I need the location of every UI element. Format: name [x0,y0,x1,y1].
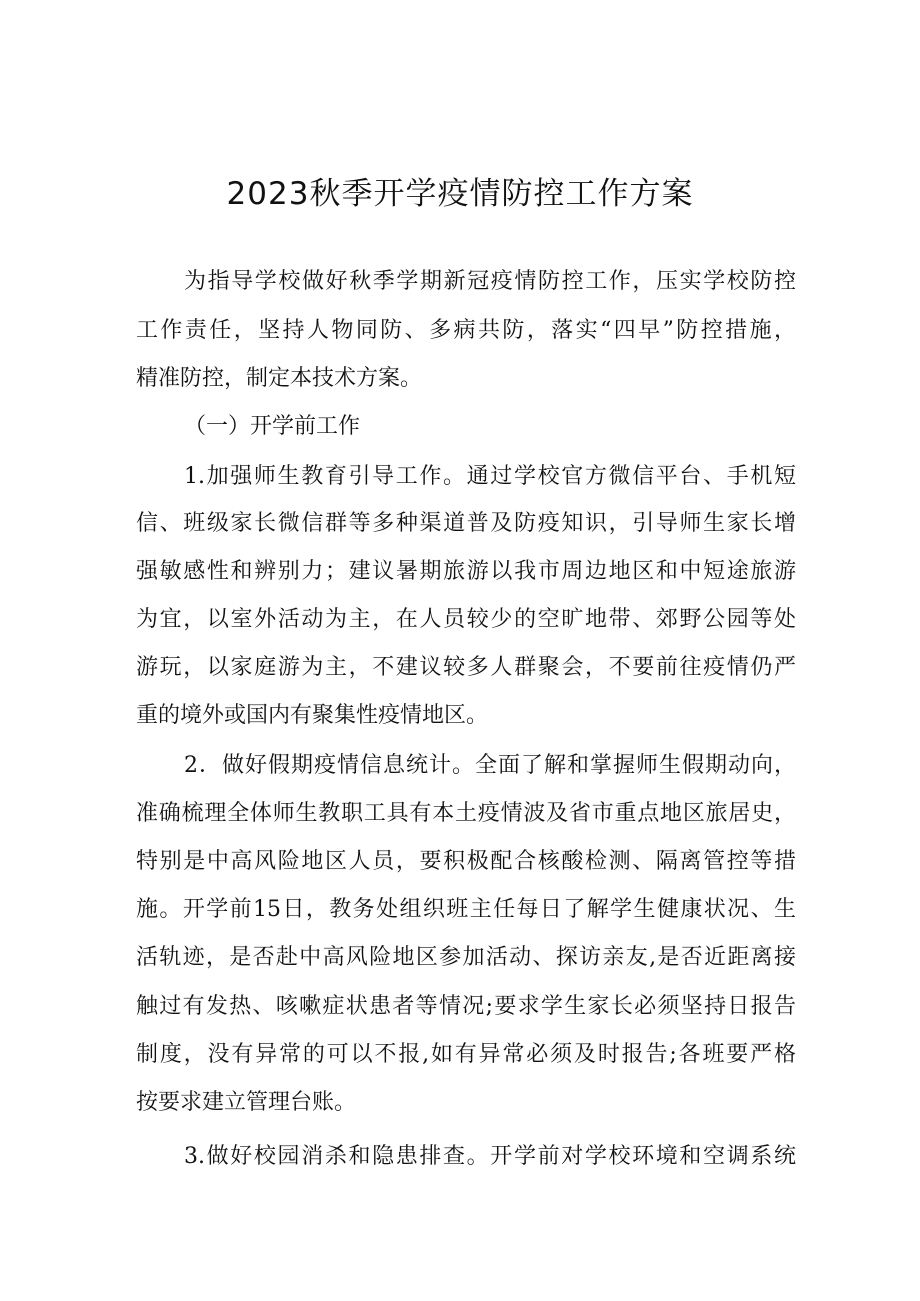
item2-line-3: 特别是中高风险地区人员，要积极配合核酸检测、隔离管控等措 [136,849,796,874]
section-heading: （一）开学前工作 [184,414,361,439]
item1-line-3: 强敏感性和辨别力；建议暑期旅游以我市周边地区和中短途旅游 [136,559,796,584]
item1-line-6: 重的境外或国内有聚集性疫情地区。 [136,703,489,728]
item2-line-4: 施。开学前15日，教务处组织班主任每日了解学生健康状况、生 [136,897,796,922]
item1-line-4: 为宜，以室外活动为主，在人员较少的空旷地带、郊野公园等处 [136,607,796,632]
item2-line-8: 按要求建立管理台账。 [136,1090,357,1115]
item2-line-7: 制度，没有异常的可以不报,如有异常必须及时报告;各班要严格 [136,1042,796,1067]
item2-line-1: 2．做好假期疫情信息统计。全面了解和掌握师生假期动向， [184,753,796,778]
item1-line-5: 游玩，以家庭游为主，不建议较多人群聚会，不要前往疫情仍严 [136,655,796,680]
item1-line-1: 1.加强师生教育引导工作。通过学校官方微信平台、手机短 [184,464,796,489]
intro-line-3: 精准防控，制定本技术方案。 [136,366,423,391]
intro-line-1: 为指导学校做好秋季学期新冠疫情防控工作，压实学校防控 [184,269,796,294]
item2-line-5: 活轨迹，是否赴中高风险地区参加活动、探访亲友,是否近距离接 [136,945,796,970]
document-title: 2023秋季开学疫情防控工作方案 [226,176,694,212]
item1-line-2: 信、班级家长微信群等多种渠道普及防疫知识，引导师生家长增 [136,511,796,536]
item2-line-2: 准确梳理全体师生教职工具有本土疫情波及省市重点地区旅居史， [136,801,796,826]
item3-line-1: 3.做好校园消杀和隐患排查。开学前对学校环境和空调系统 [184,1144,796,1169]
intro-line-2: 工作责任，坚持人物同防、多病共防，落实“四早”防控措施， [136,318,796,343]
item2-line-6: 触过有发热、咳嗽症状患者等情况;要求学生家长必须坚持日报告 [136,994,796,1019]
